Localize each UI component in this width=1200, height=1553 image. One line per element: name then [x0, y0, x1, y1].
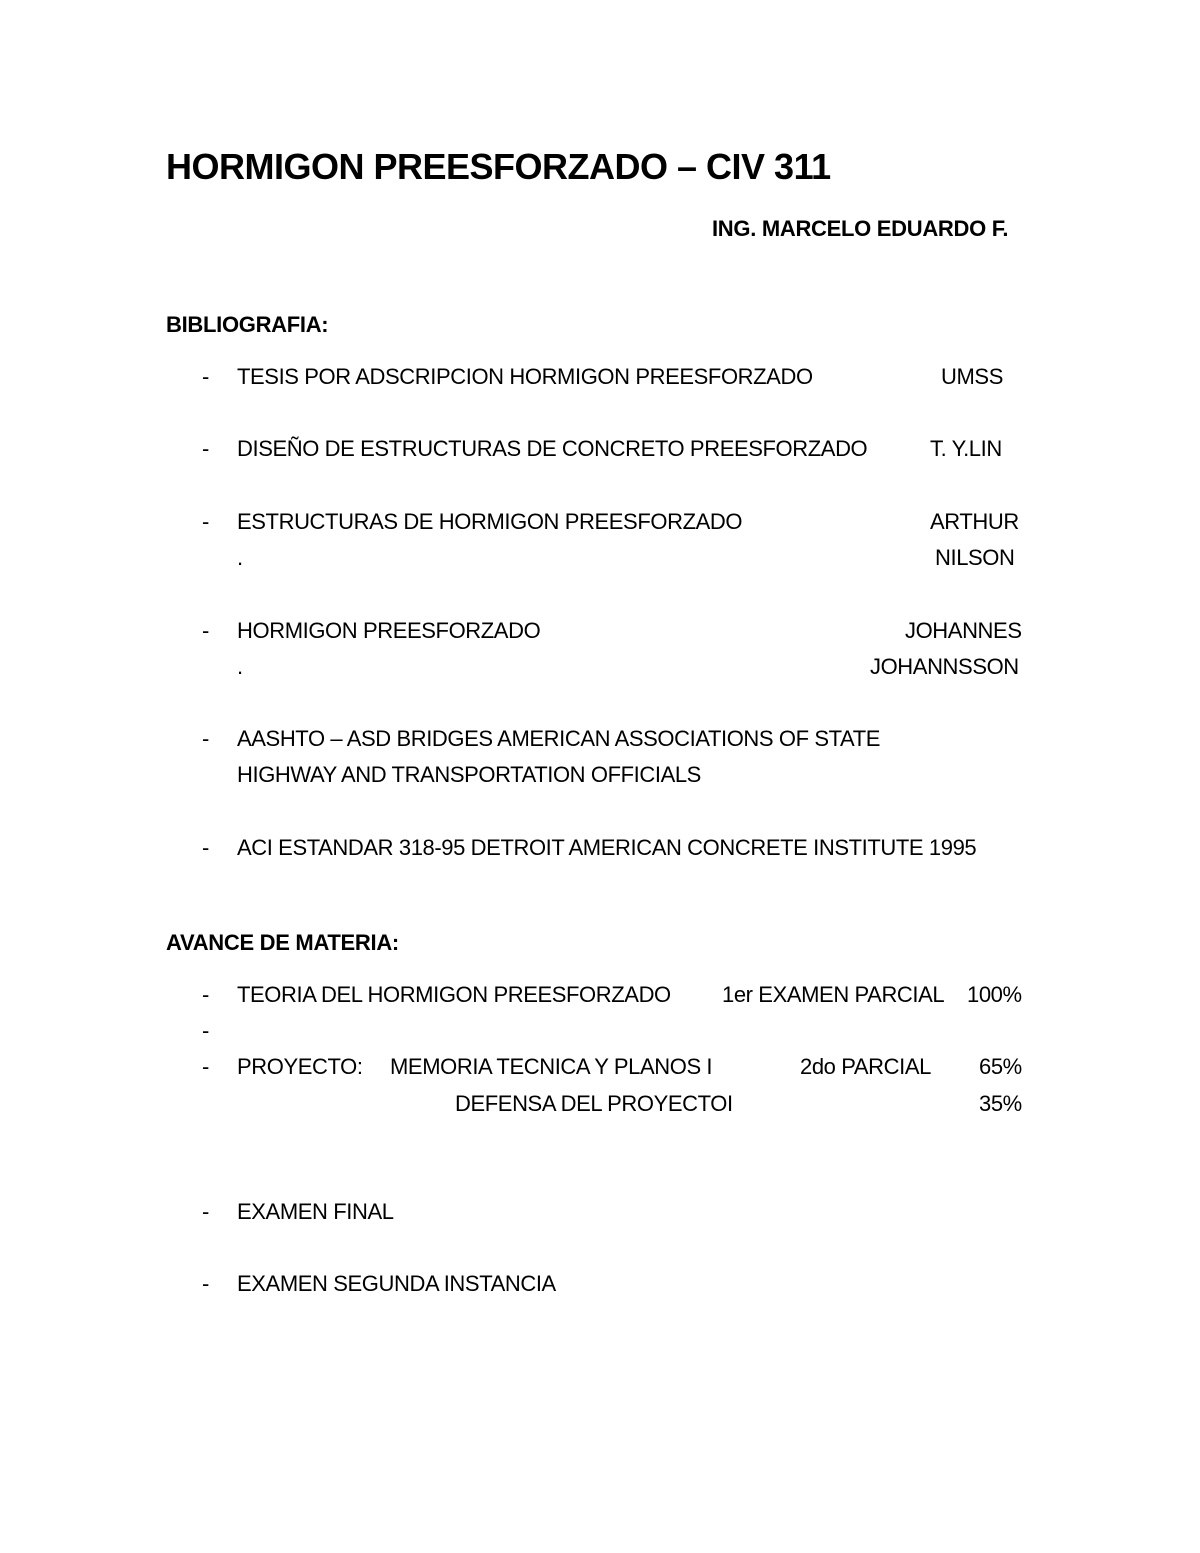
bibliografia-item-4-author-line2: JOHANNSSON [870, 654, 1019, 679]
bibliografia-item-3-author-line2: NILSON [935, 545, 1015, 570]
bibliografia-item-6-title: ACI ESTANDAR 318-95 DETROIT AMERICAN CONCRETE INSTITUTE 1995 [237, 835, 977, 860]
avance-proyecto-pct1: 65% [979, 1054, 1022, 1079]
bibliografia-item-1-author: UMSS [941, 364, 1003, 389]
document-title: HORMIGON PREESFORZADO – CIV 311 [166, 146, 831, 187]
avance-segunda-label: EXAMEN SEGUNDA INSTANCIA [237, 1271, 556, 1296]
bibliografia-item-2-bullet: - [202, 436, 209, 461]
avance-teoria-exam: 1er EXAMEN PARCIAL [722, 982, 945, 1007]
avance-final-label: EXAMEN FINAL [237, 1199, 394, 1224]
avance-teoria-pct: 100% [967, 982, 1022, 1007]
bibliografia-item-2-title: DISEÑO DE ESTRUCTURAS DE CONCRETO PREESFORZADO [237, 436, 868, 461]
avance-proyecto-bullet: - [202, 1054, 209, 1079]
bibliografia-item-5-title: AASHTO – ASD BRIDGES AMERICAN ASSOCIATIONS OF STATE [237, 726, 881, 751]
bibliografia-item-6-bullet: - [202, 835, 209, 860]
avance-proyecto-part2: DEFENSA DEL PROYECTOI [455, 1091, 733, 1116]
instructor-name: ING. MARCELO EDUARDO F. [712, 216, 1009, 241]
bibliografia-item-4-author: JOHANNES [905, 618, 1022, 643]
bibliografia-item-1-title: TESIS POR ADSCRIPCION HORMIGON PREESFORZADO [237, 364, 813, 389]
bibliografia-item-4-title: HORMIGON PREESFORZADO [237, 618, 541, 643]
bibliografia-item-1-bullet: - [202, 364, 209, 389]
avance-final-bullet: - [202, 1199, 209, 1224]
avance-heading: AVANCE DE MATERIA: [166, 930, 399, 955]
avance-empty-bullet: - [202, 1018, 209, 1043]
avance-proyecto-part1: MEMORIA TECNICA Y PLANOS I [390, 1054, 713, 1079]
bibliografia-item-4-cont-mark: . [237, 654, 243, 679]
avance-segunda-bullet: - [202, 1271, 209, 1296]
avance-teoria-bullet: - [202, 982, 209, 1007]
bibliografia-item-3-cont-mark: . [237, 545, 243, 570]
bibliografia-item-2-author: T. Y.LIN [930, 436, 1002, 461]
bibliografia-item-3-author: ARTHUR [930, 509, 1019, 534]
bibliografia-item-3-bullet: - [202, 509, 209, 534]
avance-proyecto-pct2: 35% [979, 1091, 1022, 1116]
bibliografia-heading: BIBLIOGRAFIA: [166, 312, 329, 337]
bibliografia-item-5-title-line2: HIGHWAY AND TRANSPORTATION OFFICIALS [237, 762, 701, 787]
avance-proyecto-exam: 2do PARCIAL [800, 1054, 931, 1079]
bibliografia-item-5-bullet: - [202, 726, 209, 751]
bibliografia-item-3-title: ESTRUCTURAS DE HORMIGON PREESFORZADO [237, 509, 743, 534]
bibliografia-item-4-bullet: - [202, 618, 209, 643]
avance-teoria-label: TEORIA DEL HORMIGON PREESFORZADO [237, 982, 671, 1007]
avance-proyecto-label: PROYECTO: [237, 1054, 363, 1079]
